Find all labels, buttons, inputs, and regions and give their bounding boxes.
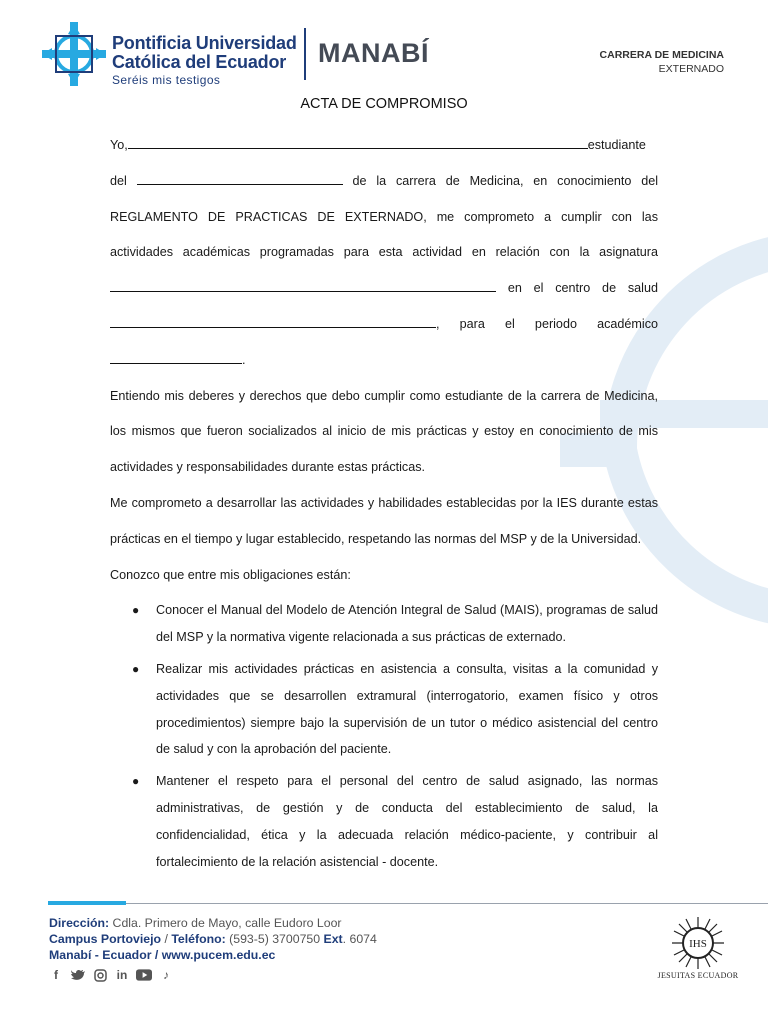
program-name: CARRERA DE MEDICINA xyxy=(599,49,724,61)
letterhead xyxy=(0,0,768,95)
bullet-icon: ● xyxy=(132,774,140,789)
text-del: del xyxy=(110,173,127,188)
university-name-line1: Pontificia Universidad xyxy=(112,33,297,53)
footer-accent-bar xyxy=(48,901,126,905)
jesuit-seal-icon xyxy=(666,915,730,971)
address-label: Dirección: xyxy=(49,916,110,930)
footer-contact xyxy=(49,915,377,963)
tiktok-icon[interactable]: ♪ xyxy=(163,968,169,982)
rights-paragraph: Entiendo mis deberes y derechos que debo cumplir como estudiante de la carrera de Medicina, los mismos que fueron socializados al inicio de mis prácticas y estoy en conocimiento de mis actividades y responsabilidades durante estas prácticas. xyxy=(110,388,658,475)
social-links xyxy=(48,967,174,983)
instagram-icon[interactable] xyxy=(92,967,108,983)
program-section: EXTERNADO xyxy=(658,63,724,75)
footer-address xyxy=(49,915,377,931)
seal-caption: JESUITAS ECUADOR xyxy=(657,971,739,980)
subject-blank[interactable] xyxy=(110,279,496,292)
header-divider xyxy=(304,28,306,80)
obligation-text: Realizar mis actividades prácticas en asistencia a consulta, visitas a la comunidad y actividades que se desarrollen extramural (interrogatorio, examen físico y otros procedimientos) siempre bajo la supervisión de un tutor o médico asistencial del centro de salud y con la aprobación del paciente. xyxy=(156,661,658,757)
bullet-icon: ● xyxy=(132,661,140,676)
line-student-name xyxy=(110,128,658,164)
student-name-blank[interactable] xyxy=(128,136,588,149)
line-subject xyxy=(110,271,658,307)
obligations-list xyxy=(110,597,658,875)
text-actividades: actividades académicas programadas para esta actividad en relación con la asignatura xyxy=(110,245,658,260)
phone-label: Teléfono: xyxy=(171,932,226,946)
seal-letters: IHS xyxy=(689,938,707,950)
bullet-icon: ● xyxy=(132,603,140,618)
list-item xyxy=(110,768,658,875)
text-reglamento: REGLAMENTO DE PRACTICAS DE EXTERNADO, me comprometo a cumplir con las xyxy=(110,209,658,224)
campus-label: Campus Portoviejo xyxy=(49,932,162,946)
text-period-end: . xyxy=(242,352,246,367)
ext-value: . 6074 xyxy=(342,932,377,946)
commitment-paragraph xyxy=(110,128,658,379)
university-logo-icon xyxy=(40,22,108,86)
university-name-line2: Católica del Ecuador xyxy=(112,52,287,72)
obligation-text: Mantener el respeto para el personal del centro de salud asignado, las normas administrativas, de gestión y de conducta del establecimiento de salud, la confidencialidad, ética y la adecuada relación médico-paciente, y contribuir al fortalecimiento de la relación asistencial - docente. xyxy=(156,774,658,869)
address-value: Cdla. Primero de Mayo, calle Eudoro Loor xyxy=(109,916,342,930)
university-motto: Seréis mis testigos xyxy=(112,73,221,87)
list-item xyxy=(110,656,658,763)
campus-name: MANABÍ xyxy=(318,38,429,68)
line-period xyxy=(110,343,658,379)
website-text[interactable]: Manabí - Ecuador / www.pucem.edu.ec xyxy=(49,948,276,962)
facebook-icon[interactable]: f xyxy=(54,968,58,982)
line-semester xyxy=(110,164,658,200)
footer-website xyxy=(49,947,377,963)
text-periodo: , para el periodo académico xyxy=(436,316,658,331)
document-body xyxy=(110,128,658,880)
youtube-icon[interactable] xyxy=(136,967,152,983)
health-center-blank[interactable] xyxy=(110,315,436,328)
linkedin-icon[interactable]: in xyxy=(116,968,128,982)
ext-label: Ext xyxy=(323,932,343,946)
obligations-intro: Conozco que entre mis obligaciones están: xyxy=(110,567,351,582)
twitter-icon[interactable] xyxy=(70,967,86,983)
line-health-center xyxy=(110,307,658,343)
separator: / xyxy=(161,932,172,946)
program-info xyxy=(600,48,724,76)
document-title: ACTA DE COMPROMISO xyxy=(300,96,468,112)
academic-period-blank[interactable] xyxy=(110,351,242,364)
commitment-activities-paragraph: Me comprometo a desarrollar las actividades y habilidades establecidas por la IES durante estas prácticas en el tiempo y lugar establecido, respetando las normas del MSP y de la Universidad. xyxy=(110,495,658,546)
text-carrera: de la carrera de Medicina, en conocimiento del xyxy=(352,173,658,188)
footer-phone xyxy=(49,931,377,947)
text-yo: Yo, xyxy=(110,138,128,152)
footer-divider xyxy=(48,903,768,904)
text-estudiante: estudiante xyxy=(587,138,646,152)
semester-blank[interactable] xyxy=(137,172,343,185)
list-item xyxy=(110,597,658,651)
university-name xyxy=(112,34,297,72)
phone-value: (593-5) 3700750 xyxy=(225,932,324,946)
obligation-text: Conocer el Manual del Modelo de Atención Integral de Salud (MAIS), programas de salud del MSP y la normativa vigente relacionada a sus prácticas de externado. xyxy=(156,603,658,645)
text-centro-salud: en el centro de salud xyxy=(507,281,658,296)
